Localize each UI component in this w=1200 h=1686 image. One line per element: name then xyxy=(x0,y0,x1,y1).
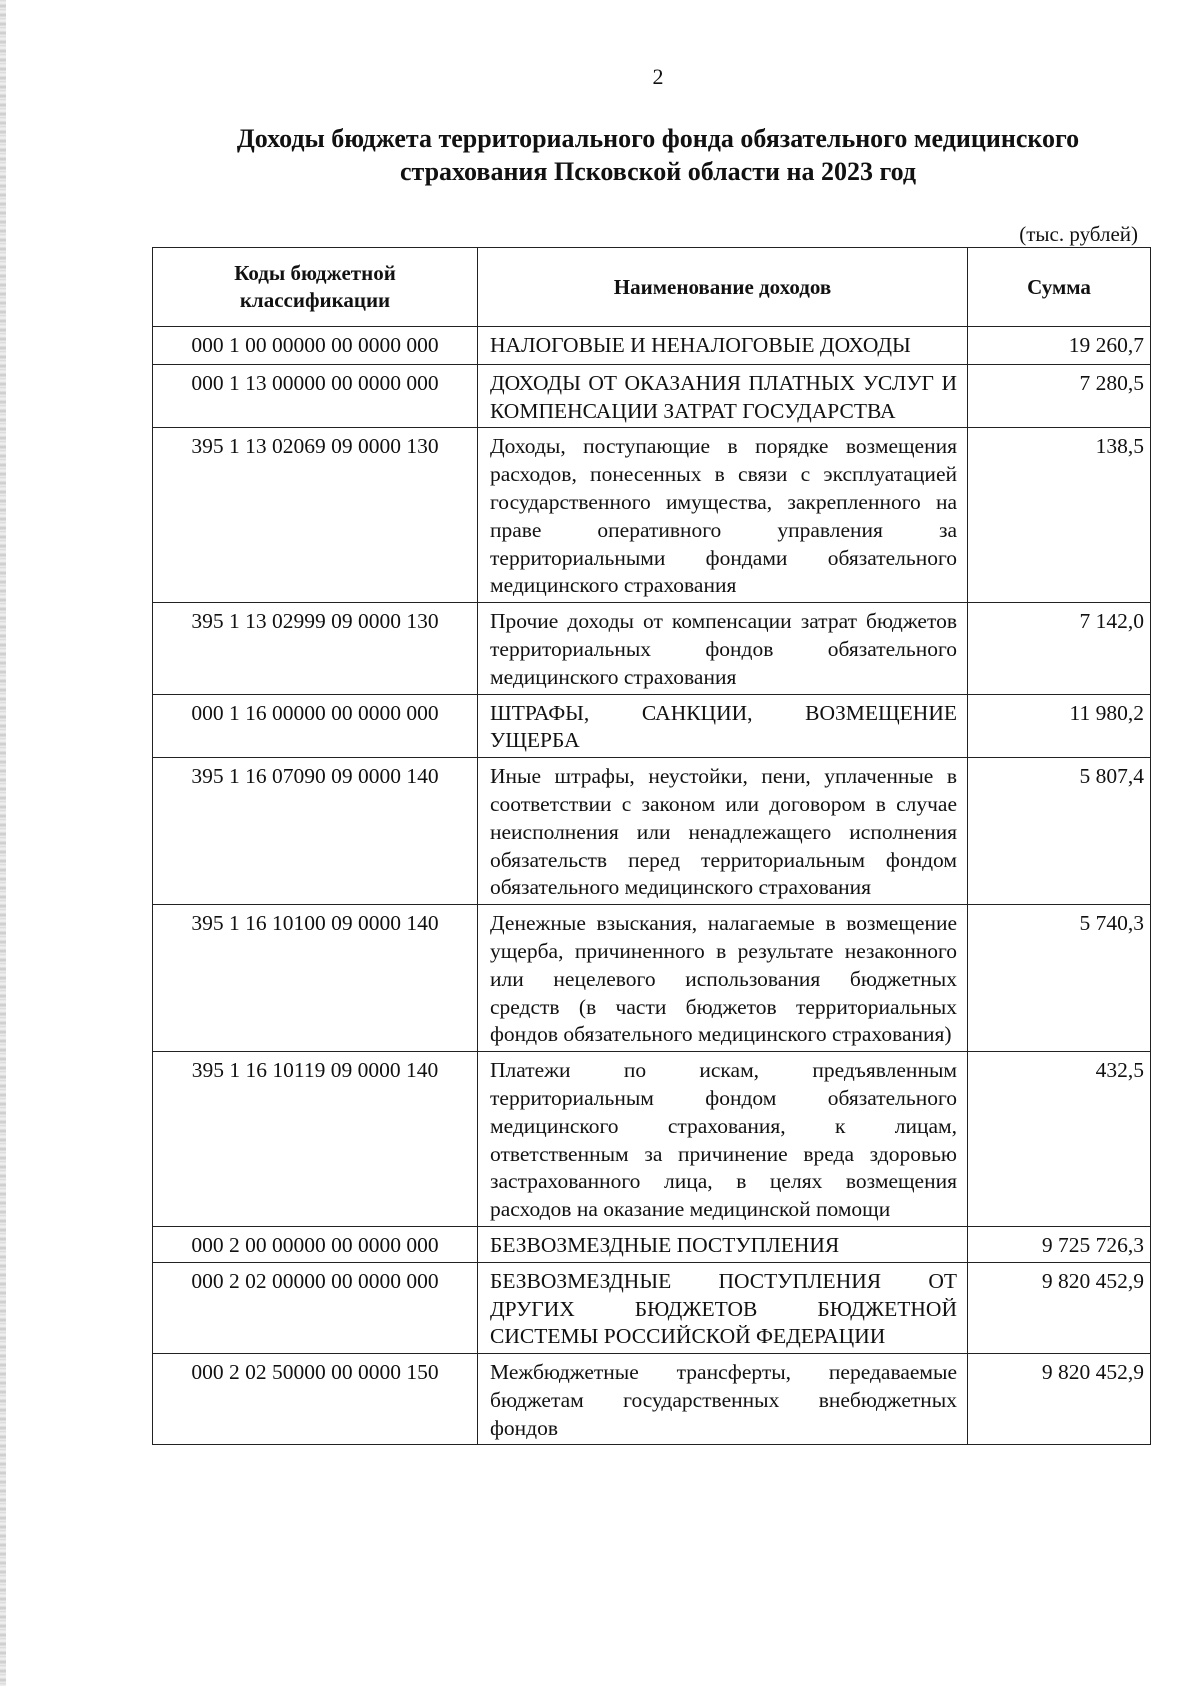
row-amount: 9 820 452,9 xyxy=(968,1262,1151,1353)
row-code: 395 1 16 07090 09 0000 140 xyxy=(153,758,478,905)
table-row xyxy=(153,603,1151,694)
header-code xyxy=(153,248,478,327)
row-name: Межбюджетные трансферты, передаваемые бюджетам государственных внебюджетных фондов xyxy=(478,1354,968,1445)
income-table xyxy=(152,247,1151,1445)
row-name: Прочие доходы от компенсации затрат бюджетов территориальных фондов обязательного медицинского страхования xyxy=(478,603,968,694)
row-amount: 11 980,2 xyxy=(968,694,1151,758)
row-code: 000 1 00 00000 00 0000 000 xyxy=(153,327,478,365)
row-code: 000 2 00 00000 00 0000 000 xyxy=(153,1226,478,1262)
table-row xyxy=(153,428,1151,603)
row-amount: 138,5 xyxy=(968,428,1151,603)
row-amount: 7 280,5 xyxy=(968,364,1151,428)
title-line-2: страхования Псковской области на 2023 год xyxy=(399,157,917,186)
row-name: БЕЗВОЗМЕЗДНЫЕ ПОСТУПЛЕНИЯ xyxy=(478,1226,968,1262)
table-row xyxy=(153,1262,1151,1353)
row-amount: 432,5 xyxy=(968,1052,1151,1227)
row-amount: 9 820 452,9 xyxy=(968,1354,1151,1445)
row-code: 395 1 16 10100 09 0000 140 xyxy=(153,905,478,1052)
table-row xyxy=(153,364,1151,428)
row-amount: 5 807,4 xyxy=(968,758,1151,905)
row-name: ШТРАФЫ, САНКЦИИ, ВОЗМЕЩЕНИЕ УЩЕРБА xyxy=(478,694,968,758)
scan-edge xyxy=(0,0,6,1686)
row-code: 395 1 16 10119 09 0000 140 xyxy=(153,1052,478,1227)
row-code: 395 1 13 02999 09 0000 130 xyxy=(153,603,478,694)
header-row xyxy=(153,248,1151,327)
table-row xyxy=(153,1354,1151,1445)
table-row xyxy=(153,694,1151,758)
row-code: 000 2 02 00000 00 0000 000 xyxy=(153,1262,478,1353)
table-row xyxy=(153,758,1151,905)
row-amount: 5 740,3 xyxy=(968,905,1151,1052)
row-amount: 7 142,0 xyxy=(968,603,1151,694)
table-row xyxy=(153,1226,1151,1262)
row-name: ДОХОДЫ ОТ ОКАЗАНИЯ ПЛАТНЫХ УСЛУГ И КОМПЕНСАЦИИ ЗАТРАТ ГОСУДАРСТВА xyxy=(478,364,968,428)
table-row xyxy=(153,905,1151,1052)
row-name: НАЛОГОВЫЕ И НЕНАЛОГОВЫЕ ДОХОДЫ xyxy=(478,327,968,365)
row-name: Доходы, поступающие в порядке возмещения расходов, понесенных в связи с эксплуатацией государственного имущества, закрепленного на праве оперативного управления за территориальными фондами обязательного медицинского страхования xyxy=(478,428,968,603)
document-title xyxy=(150,122,1166,188)
header-code-line-1: Коды бюджетной xyxy=(234,261,396,285)
row-amount: 9 725 726,3 xyxy=(968,1226,1151,1262)
row-code: 000 2 02 50000 00 0000 150 xyxy=(153,1354,478,1445)
table-row xyxy=(153,1052,1151,1227)
row-code: 395 1 13 02069 09 0000 130 xyxy=(153,428,478,603)
page-number: 2 xyxy=(652,64,664,89)
row-code: 000 1 16 00000 00 0000 000 xyxy=(153,694,478,758)
row-code: 000 1 13 00000 00 0000 000 xyxy=(153,364,478,428)
title-line-1: Доходы бюджета территориального фонда обязательного медицинского xyxy=(236,124,1080,153)
row-amount: 19 260,7 xyxy=(968,327,1151,365)
row-name: Денежные взыскания, налагаемые в возмещение ущерба, причиненного в результате незаконного или нецелевого использования бюджетных средств (в части бюджетов территориальных фондов обязательного медицинского страхования) xyxy=(478,905,968,1052)
row-name: Иные штрафы, неустойки, пени, уплаченные в соответствии с законом или договором в случае неисполнения или ненадлежащего исполнения обязательств перед территориальным фондом обязательного медицинского страхования xyxy=(478,758,968,905)
header-code-line-2: классификации xyxy=(239,288,391,312)
table-row xyxy=(153,327,1151,365)
row-name: БЕЗВОЗМЕЗДНЫЕ ПОСТУПЛЕНИЯ ОТ ДРУГИХ БЮДЖЕТОВ БЮДЖЕТНОЙ СИСТЕМЫ РОССИЙСКОЙ ФЕДЕРАЦИИ xyxy=(478,1262,968,1353)
header-amount: Сумма xyxy=(968,248,1151,327)
row-name: Платежи по искам, предъявленным территориальным фондом обязательного медицинского страхования, к лицам, ответственным за причинение вреда здоровью застрахованного лица, в целях возмещения расходов на оказание медицинской помощи xyxy=(478,1052,968,1227)
units-note: (тыс. рублей) xyxy=(1019,222,1138,246)
header-name: Наименование доходов xyxy=(478,248,968,327)
